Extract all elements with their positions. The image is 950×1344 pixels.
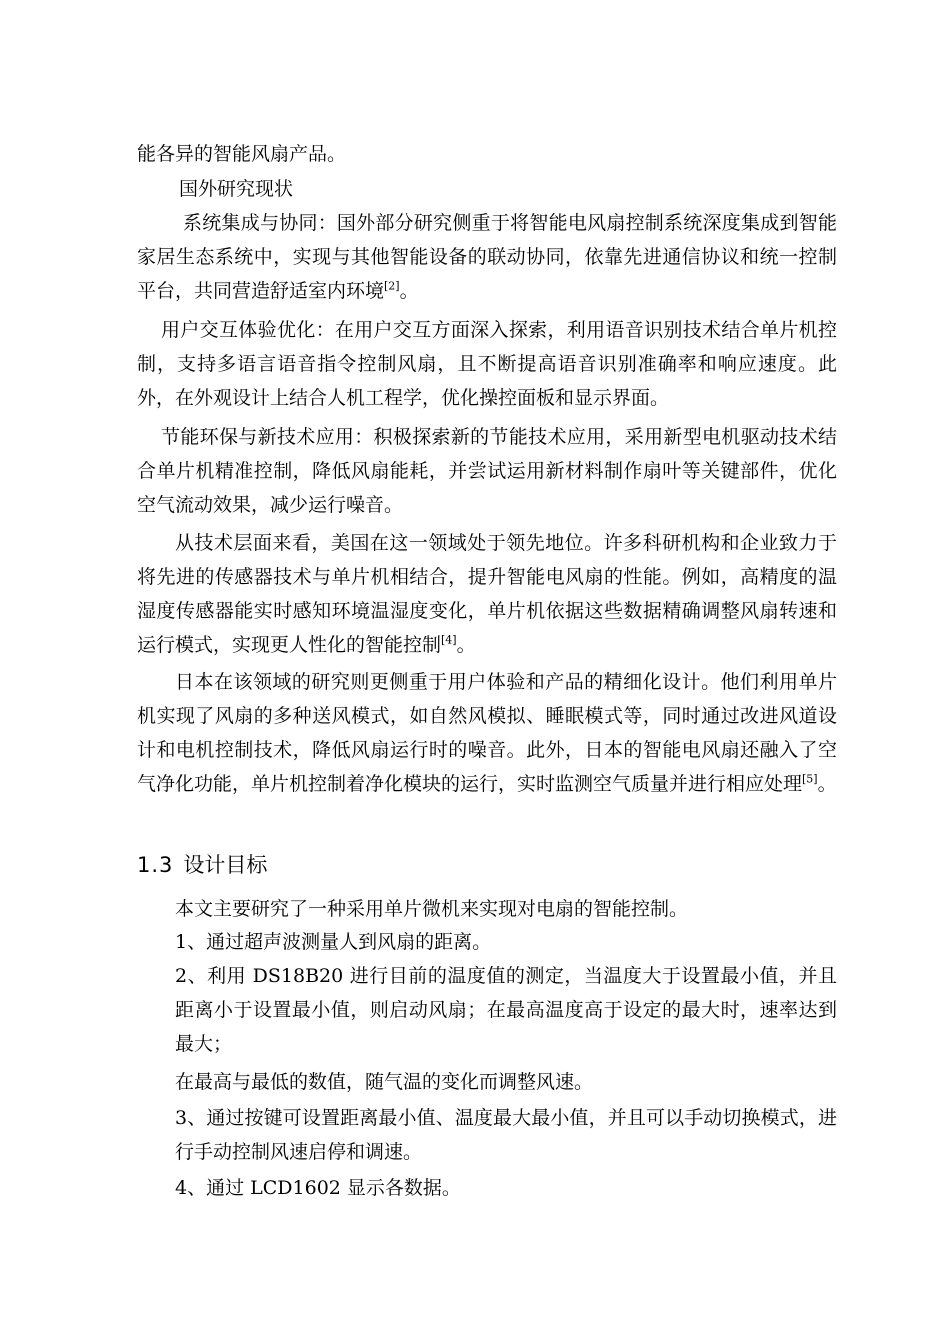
paragraph-text: 日本在该领域的研究则更侧重于用户体验和产品的精细化设计。他们利用单片机实现了风扇的多种送风模式，如自然风模拟、睡眠模式等，同时通过改进风道设计和电机控制技术，降低风扇运行时的噪音。此外，日本的智能电风扇还融入了空气净化功能，单片机控制着净化模块的运行，实时监测空气质量并进行相应处理 [137, 671, 837, 795]
section-heading [137, 850, 267, 880]
paragraph-end: 。 [456, 634, 476, 656]
citation: [2] [384, 279, 400, 293]
continuation-text: 能各异的智能风扇产品。 [137, 143, 347, 165]
paragraph-text: 从技术层面来看，美国在这一领域处于领先地位。许多科研机构和企业致力于将先进的传感器技术与单片机相结合，提升智能电风扇的性能。例如，高精度的温湿度传感器能实时感知环境温湿度变化，单片机依据这些数据精确调整风扇转速和运行模式，实现更人性化的智能控制 [137, 532, 837, 656]
paragraph-japan-research [137, 665, 837, 801]
goal-item-2: 2、利用 DS18B20 进行目前的温度值的测定，当温度大于设置最小值，并且距离小于设置最小值，则启动风扇；在最高温度高于设定的最大时，速率达到最大； [175, 965, 837, 1055]
goal-item-4: 4、通过 LCD1602 显示各数据。 [175, 1177, 461, 1199]
paragraph-end: 。 [817, 773, 837, 795]
paragraph-user-interaction: 用户交互体验优化：在用户交互方面深入探索，利用语音识别技术结合单片机控制，支持多语言语音指令控制风扇，且不断提高语音识别准确率和响应速度。此外，在外观设计上结合人机工程学，优化操控面板和显示界面。 [137, 319, 837, 409]
paragraph-text: 系统集成与协同：国外部分研究侧重于将智能电风扇控制系统深度集成到智能家居生态系统中，实现与其他智能设备的联动协同，依靠先进通信协议和统一控制平台，共同营造舒适室内环境 [137, 212, 837, 302]
section-number: 1.3 [137, 853, 174, 877]
paragraph-us-technology [137, 526, 837, 662]
paragraph-end: 。 [399, 280, 419, 302]
citation: [5] [802, 772, 818, 786]
goal-item-1: 1、通过超声波测量人到风扇的距离。 [175, 931, 492, 953]
paragraph-energy-saving: 节能环保与新技术应用：积极探索新的节能技术应用，采用新型电机驱动技术结合单片机精准控制，降低风扇能耗，并尝试运用新材料制作扇叶等关键部件，优化空气流动效果，减少运行噪音。 [137, 426, 837, 516]
citation: [4] [441, 633, 457, 647]
goal-item-2-continued: 在最高与最低的数值，随气温的变化而调整风速。 [175, 1071, 594, 1093]
paragraph-system-integration [137, 206, 837, 308]
section-title: 设计目标 [183, 853, 268, 877]
goal-item-3: 3、通过按键可设置距离最小值、温度最大最小值，并且可以手动切换模式，进行手动控制风速启停和调速。 [175, 1107, 837, 1163]
foreign-research-subtitle: 国外研究现状 [179, 178, 294, 200]
goals-intro: 本文主要研究了一种采用单片微机来实现对电扇的智能控制。 [175, 898, 689, 920]
